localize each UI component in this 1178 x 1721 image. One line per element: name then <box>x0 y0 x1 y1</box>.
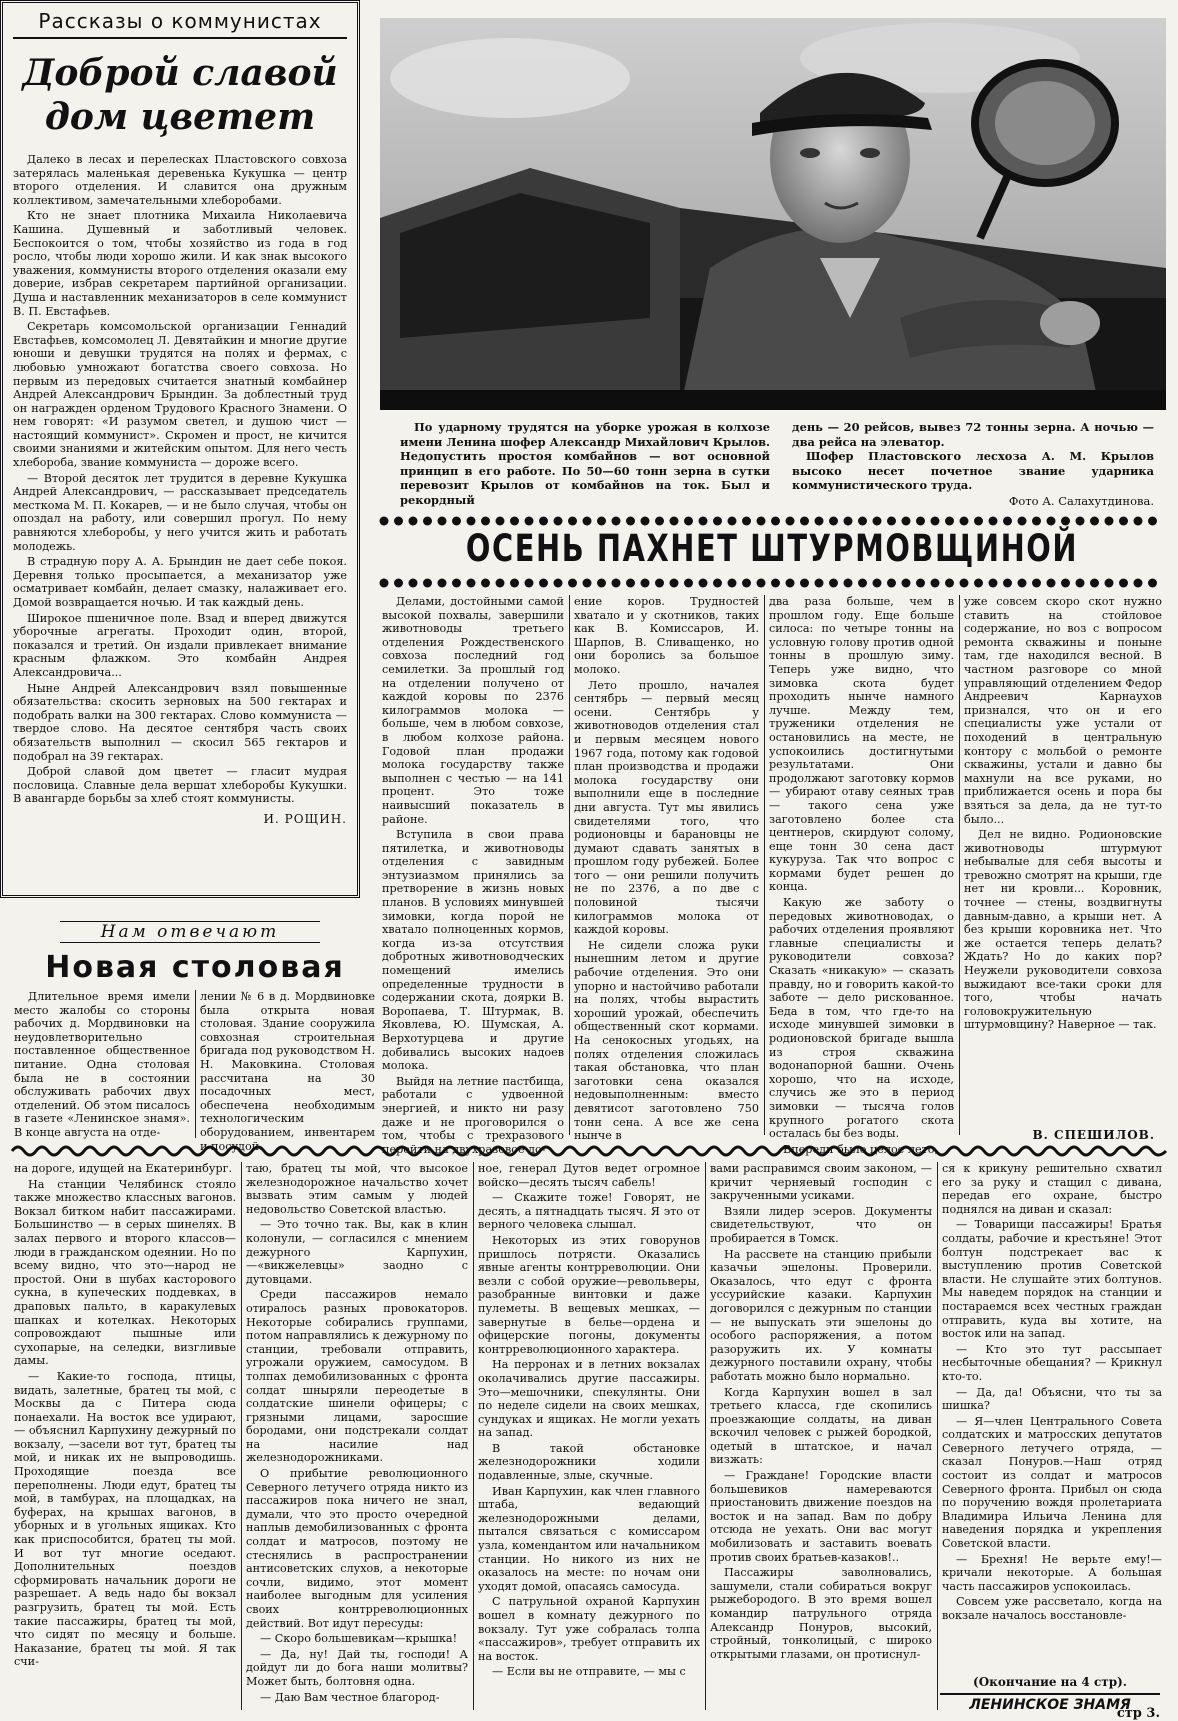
headline-dot <box>496 517 505 526</box>
autumn-paragraph: Впереди было целое лето, <box>783 1142 939 1156</box>
autumn-paragraph: Выйдя на летние пастбища, работали с удвоенной энергией, и никто ни разу даже и не проговорился о том, чтобы с трехразового перейти на двухразовое до- <box>382 1074 564 1156</box>
headline-dot <box>728 579 737 588</box>
serial-paragraph: — Скажите тоже! Говорят, не десять, а пятнадцать тысяч. Я это от верного человека слышал. <box>478 1191 700 1232</box>
headline-dot <box>568 579 577 588</box>
headline-dot <box>902 517 911 526</box>
photo-caption-right <box>792 420 1154 493</box>
column-rule <box>959 595 960 1135</box>
headline-dot <box>1003 517 1012 526</box>
headline-dot <box>945 517 954 526</box>
serial-paragraph: На станции Челябинск стояло также множество классных вагонов. Вокзал битком набит пассажирами. Большинство — в серых шинелях. В залах первого и второго классов—люди в гражданском одеянии. Но по всему видно, что это—народ не простой. Они в шубах касторового сукна, в купеческих поддевках, в драповых пальто, в каракулевых шапках и котелках. Некоторых сопровождают пышные или сухопарые, на селедки, визгливые дамы. <box>14 1177 236 1368</box>
headline-dot <box>800 579 809 588</box>
headline-dot <box>742 517 751 526</box>
photo-illustration <box>380 18 1166 410</box>
autumn-paragraph: ение коров. Трудностей хватало и у скотников, таких как В. Комиссаров, И. Шарпов, В. Сливащенко, но они боролись за большое молоко. <box>574 595 759 676</box>
headline-dot <box>670 579 679 588</box>
headline-dot <box>1047 579 1056 588</box>
serial-paragraph: — Скоро большевикам—крышка! <box>260 1632 458 1646</box>
serial-paragraph: Совсем уже рассветало, когда на вокзале началось восстановле- <box>942 1595 1162 1622</box>
headline-dot <box>1148 517 1157 526</box>
headline-dot <box>771 579 780 588</box>
headline-dot <box>728 517 737 526</box>
headline-dot <box>554 579 563 588</box>
headline-dot <box>583 517 592 526</box>
serial-paragraph: — Даю Вам честное благород- <box>260 1690 440 1704</box>
headline-dot <box>931 579 940 588</box>
headline-dot <box>931 517 940 526</box>
column-rule <box>705 1162 706 1710</box>
serial-paragraph: Взяли лидер эсеров. Документы свидетельствуют, что он пробирается в Томск. <box>710 1204 932 1245</box>
headline-dot <box>626 579 635 588</box>
headline-dot <box>858 517 867 526</box>
autumn-paragraph: два раза больше, чем в прошлом году. Еще больше силоса: по четыре тонны на условную голову против одной тонны в прошлую зиму. Теперь уже видно, что зимовка скота будет проходить нынче намного лучше. Между тем, труженики отделения не остановились на месте, не успокоились достигнутыми результатами. Они продолжают заготовку кормов — убирают отаву сеяных трав — такого сена уже заготовлено более ста центнеров, скирдуют солому, еще тонн 30 сена даст кукуруза. Так что вопрос с кормами будет решен до конца. <box>769 595 954 894</box>
serial-paragraph: — Какие-то господа, птицы, видать, залетные, братец ты мой, с Москвы да с Питера сюда понаехали. На восток все удирают, — объяснил Карпухину дежурный по вокзалу, —засели вот тут, братец ты мой, и никак их не выпроводишь. Проходящие поезда все переполнены. Люди едут, братец ты мой, в тамбурах, на площадках, на буферах, на крышах вагонов, в уборных и в угольных ящиках. Кто как приспособится, братец ты мой. И вот тут многие оседают. Дополнительных поездов сформировать начальник дороги не разрешает. А ведь надо бы вокзал разгрузить, братец ты мой. Есть такие пассажиры, братец ты мой, что сидят по месяцу и больше. Наказание, братец ты мой. Я так счи- <box>14 1369 236 1669</box>
story-box <box>0 0 360 898</box>
autumn-col-3 <box>769 595 954 1156</box>
headline-dot <box>786 579 795 588</box>
headline-dot <box>481 517 490 526</box>
autumn-paragraph: уже совсем скоро скот нужно ставить на стойловое содержание, но воз с вопросом ремонта скважины и поныне там, где находился весной. В частном разговоре со мной управляющий отделением Федор Андреевич Карнаухов признался, что он и его специалисты уже устали от походений в центральную контору с мольбой о ремонте скважины, устали и давно бы махнули на все руками, но приближается осень и пора бы взяться за дела, да не тут-то было... <box>964 595 1162 826</box>
headline-dot <box>655 517 664 526</box>
headline-dot <box>597 517 606 526</box>
headline-dot <box>757 517 766 526</box>
headline-dot <box>612 517 621 526</box>
column-rule <box>764 595 765 1135</box>
headline-dot <box>989 517 998 526</box>
headline-dot <box>1003 579 1012 588</box>
headline-dot <box>1047 517 1056 526</box>
autumn-paragraph: Дел не видно. Родионовские животноводы штурмуют небывалые для себя высоты и тревожно смотрят на крыши, где нет ни кровли... Коровник, точнее — стены, воздвигнуты давным-давно, а крыши нет. А без крыши коровника нет. Что же остается теперь делать? Ждать? Но до каких пор? Неужели руководители совхоза выжидают все-таки сроки для того, чтобы начать головокружительную штурмовщину? Наверное — так. <box>964 828 1162 1032</box>
answer-paragraph: лении № 6 в д. Мордвиновке была открыта новая столовая. Здание сооружила совхозная строительная бригада под руководством Н. Н. Маковкина. Столовая рассчитана на 30 посадочных мест, обеспечена необходимым технологическим оборудованием, инвентарем и посудой. <box>200 990 375 1153</box>
headline-dot <box>916 517 925 526</box>
headline-dot <box>786 517 795 526</box>
headline-dot <box>844 579 853 588</box>
headline-dot <box>1076 517 1085 526</box>
serial-paragraph: на дороге, идущей на Екатеринбург. <box>14 1162 233 1175</box>
headline-dot <box>597 579 606 588</box>
headline-dot <box>394 517 403 526</box>
headline-dot <box>902 579 911 588</box>
headline-dot <box>1119 517 1128 526</box>
headline-dot <box>452 579 461 588</box>
serial-paragraph: Некоторых из этих говорунов пришлось потрясти. Оказались явные агенты контрреволюции. Они везли с собой оружие—револьверы, разобранные винтовки и даже пулеметы. В вещевых мешках, — завернутые в белье—ордена и офицерские погоны, документы контрреволюционного характера. <box>478 1233 700 1356</box>
newspaper-name: ЛЕНИНСКОЕ ЗНАМЯ <box>940 1693 1160 1713</box>
serial-col-5 <box>942 1162 1162 1672</box>
answer-col-1 <box>14 990 190 1140</box>
autumn-paragraph: Какую же заботу о передовых животноводах, о рабочих отделения проявляют главные специалисты и руководители совхоза? Сказать «никакую» — сказать правду, но и говорить какой-то заботе — дело рискованное. Беда в том, что где-то на исходе минувшей зимовки в родионовской бригаде вышла из строя скважина водонапорной башни. Очень хорошо, что на исходе, случись же это в период зимовки — тысяча голов крупного рогатого скота осталась бы без воды. <box>769 896 954 1141</box>
serial-paragraph: ное, генерал Дутов ведет огромное войско—десять тысяч сабель! <box>478 1162 700 1189</box>
headline-dot <box>1134 517 1143 526</box>
autumn-col-1 <box>382 595 564 1156</box>
serial-paragraph: таю, братец ты мой, что высокое железнодорожное начальство хочет вызвать этим самым у людей недовольство Советской властью. <box>246 1162 468 1216</box>
headline-dot <box>684 579 693 588</box>
headline-dot <box>1018 579 1027 588</box>
serial-paragraph: Иван Карпухин, как член главного штаба, ведающий железнодорожными делами, пытался связаться с комиссаром узла, комендантом или начальником станции. Но никого из них не оказалось на месте: по ночам они уходят домой, опасаясь самосуда. <box>478 1484 700 1593</box>
headline-dot <box>1032 579 1041 588</box>
headline-dot <box>510 579 519 588</box>
serial-col-2 <box>246 1162 468 1712</box>
serial-col-3 <box>478 1162 700 1712</box>
headline-dot <box>974 579 983 588</box>
headline-dot <box>626 517 635 526</box>
headline-dot <box>960 517 969 526</box>
serial-paragraph: — Кто это тут рассыпает несбыточные обещания? — Крикнул кто-то. <box>942 1342 1162 1383</box>
headline-dot <box>423 517 432 526</box>
caption-left-text: По ударному трудятся на уборке урожая в колхозе имени Ленина шофер Александр Михайлович Крылов. Недопустить простоя комбайнов — вот основной принцип в его работе. По 50—60 тонн зерна в сутки перевозит Крылов от комбайнов на ток. Был и рекордный <box>400 420 770 507</box>
serial-paragraph: В такой обстановке железнодорожники ходили подавленные, злые, скучные. <box>478 1441 700 1483</box>
autumn-paragraph: Не сидели сложа руки нынешним летом и другие рабочие отделения. Это они упорно и настойчиво работали на полях, чтобы вырастить хороший урожай, обеспечить общественный скот кормами. На сенокосных угодьях, на полях отделения сложилась такая обстановка, что план заготовки сена оказался недовыполненным: вместо девятисот заготовлено 750 тонн сена. А все же сена нынче в <box>574 938 759 1143</box>
headline-dot <box>409 579 418 588</box>
headline-dot <box>641 579 650 588</box>
column-rule <box>473 1162 474 1710</box>
page-number: стр 3. <box>1116 1706 1160 1721</box>
headline-dot <box>1105 517 1114 526</box>
headline-dot <box>742 579 751 588</box>
headline-dot <box>1119 579 1128 588</box>
photo-caption-left <box>400 420 770 507</box>
story-body <box>13 153 347 806</box>
headline-dot <box>887 517 896 526</box>
column-rule <box>195 990 196 1138</box>
serial-paragraph: Среди пассажиров немало отиралось разных провокаторов. Некоторые собирались группами, потом направлялись к дежурному по станции, требовали отправить, угрожали оружием, самосудом. В толпах демобилизованных с фронта солдат шныряли переодетые в солдатские шинели офицеры; с грязными лицами, заросшие бородами, они подстрекали солдат на насилие над железнодорожниками. <box>246 1288 468 1465</box>
autumn-col-4 <box>964 595 1162 1135</box>
headline-dot <box>1061 579 1070 588</box>
serial-paragraph: — Граждане! Городские власти большевиков намереваются приостановить движение поездов на восток и на запад. Вам по добру отсюда не уехать. Они вас могут мобилизовать и заставить воевать против своих братьев-казаков!.. <box>710 1469 932 1564</box>
story-title-line1: Доброй славой <box>22 52 338 94</box>
headline-dot <box>844 517 853 526</box>
headline-dot <box>1076 579 1085 588</box>
headline-dot <box>945 579 954 588</box>
headline-dot <box>641 517 650 526</box>
answer-rubric: Нам отвечают <box>60 921 320 943</box>
headline-dot <box>1090 517 1099 526</box>
headline-dot <box>394 579 403 588</box>
story-paragraph: — Второй десяток лет трудится в деревне Кукушка Андрей Александрович, — рассказывает председатель месткома М. П. Кокарев, — и не было случая, чтобы он опоздал на работу, или совершил прогул. По нему равняются хлеборобы, у него учится жить и работать молодежь. <box>13 471 347 553</box>
serial-paragraph: — Товарищи пассажиры! Братья солдаты, рабочие и крестьяне! Этот болтун подстрекает вас к выступлению против Советской власти. Не слушайте этих болтунов. Мы наведем порядок на станции и постараемся всех честных граждан отправить, куда вы хотите, на восток или на запад. <box>942 1218 1162 1341</box>
headline-dot <box>525 579 534 588</box>
serial-paragraph: О прибытие революционного Северного летучего отряда никто из пассажиров пока ничего не знал, думали, что это просто очередной наплыв демобилизованных с фронта солдат и матросов, поэтому не стеснялись в распространении антисоветских слухов, а некоторые сочли, видимо, этот момент наиболее выгодным для усиления своих контрреволюционных действий. Вот идут пересуды: <box>246 1467 468 1630</box>
story-paragraph: Кто не знает плотника Михаила Николаевича Кашина. Душевный и заботливый человек. Беспокоится о том, чтобы хозяйство из года в год росло, чтобы люди хорошо жили. И как знак высокого уважения, коммунисты второго отделения оказали ему доверие, избрав секретарем партийной организации. Душа и наставленник механизаторов в селе коммунист В. П. Евстафьев. <box>13 209 347 318</box>
headline-dot <box>829 517 838 526</box>
column-rule <box>937 1162 938 1710</box>
story-author: И. РОЩИН. <box>263 811 347 826</box>
headline-dot <box>887 579 896 588</box>
wavy-divider <box>12 1143 1166 1159</box>
headline-dot <box>510 517 519 526</box>
headline-dot <box>771 517 780 526</box>
story-paragraph: Далеко в лесах и перелесках Пластовского совхоза затерялась маленькая деревенька Кукушка — центр второго отделения. И славится она дружным коллективом, замечательными хлеборобами. <box>13 153 347 207</box>
photo-credit: Фото А. Салахутдинова. <box>1008 494 1154 508</box>
headline-dot <box>858 579 867 588</box>
autumn-paragraph: Вступила в свои права пятилетка, и животноводы отделения с завидным энтузиазмом принялись за претворение в жизнь новых планов. В условиях минувшей зимовки, когда порой не хватало полноценных кормов, когда из-за отсутствия добротных животноводческих помещений имелись определенные трудности в содержании скота, доярки В. Воропаева, Т. Штурмак, В. Яковлева, Ю. Шумская, А. Верхотурцева и другие добивались высоких надоев молока. <box>382 828 564 1073</box>
headline-dot <box>800 517 809 526</box>
headline-dot <box>989 579 998 588</box>
answer-col-2 <box>200 990 375 1153</box>
headline-dot <box>409 517 418 526</box>
main-headline: ОСЕНЬ ПАХНЕТ ШТУРМОВЩИНОЙ <box>465 527 1079 570</box>
headline-dot <box>438 579 447 588</box>
headline-dot <box>1090 579 1099 588</box>
headline-dot <box>873 579 882 588</box>
headline-dot <box>467 517 476 526</box>
story-paragraph: Широкое пшеничное поле. Взад и вперед движутся уборочные агрегаты. Проходит один, второй, показался и третий. Он издали привлекает внимание красным флажком. Это комбайн Андрея Александровича... <box>13 611 347 679</box>
serial-paragraph: На перронах и в летних вокзалах околачивались другие пассажиры. Это—мешочники, спекулянты. Они по неделе сидели на своих мешках, сундуках и ящиках. Не могли уехать на запад. <box>478 1358 700 1440</box>
serial-paragraph: — Я—член Центрального Совета солдатских и матросских депутатов Северного летучего отряда, —сказал Понуров.—Наш отряд состоит из солдат и матросов Северного фронта. Прибыл он сюда по поручению вождя пролетариата Владимира Ильича Ленина для наведения порядка и укрепления Советской власти. <box>942 1414 1162 1551</box>
headline-dot <box>873 517 882 526</box>
story-paragraph: Доброй славой дом цветет — гласит мудрая пословица. Славные дела вершат хлеборобы Кукушки. В авангарде борьбы за хлеб стоят коммунисты. <box>13 765 347 806</box>
headline-dot <box>423 579 432 588</box>
headline-dot <box>496 579 505 588</box>
serial-paragraph: ся к крикуну решительно схватил его за руку и стащил с дивана, передав его охране, быстро поднялся на диван и сказал: <box>942 1162 1162 1216</box>
headline-dot <box>539 579 548 588</box>
serial-paragraph: — Да, ну! Дай ты, господи! А дойдут ли до бога наши молитвы? Может быть, болтовня одна. <box>246 1647 468 1688</box>
headline-dot <box>699 517 708 526</box>
story-title-line2: дом цветет <box>44 96 316 138</box>
serial-paragraph: На рассвете на станцию прибыли казачьи эшелоны. Проверили. Оказалось, что едут с фронта уссурийские казаки. Карпухин договорился с дежурным по станции — не выпускать эти эшелоны до особого распоряжения, а потом разоружить их. У комнаты дежурного поставили охрану, чтобы работать можно было нормально. <box>710 1247 932 1383</box>
headline-dot <box>655 579 664 588</box>
story-paragraph: Секретарь комсомольской организации Геннадий Евстафьев, комсомолец Л. Девятайкин и многие другие юноши и девушки трудятся на полях и фермах, с любовью умножают богатства своего совхоза. Но первым из передовых считается знатный комбайнер Андрей Александрович Брындин. За доблестный труд он награжден орденом Трудового Красного Знамени. О нем говорят: «И разумом светел, и душою чист — настоящий коммунист». Скромен и прост, не кичится своими знаниями и житейским опытом. Для него честь хлебороба, звание коммуниста — дороже всего. <box>13 320 347 470</box>
headline-dots-bottom <box>378 576 1166 590</box>
serial-paragraph: — Да, да! Объясни, что ты за шишка? <box>942 1385 1162 1413</box>
headline-dot <box>713 517 722 526</box>
continuation-note: (Окончание на 4 стр). <box>973 1675 1127 1689</box>
headline-dot <box>829 579 838 588</box>
serial-col-1 <box>14 1162 236 1712</box>
headline-dot <box>757 579 766 588</box>
headline-dot <box>467 579 476 588</box>
headline-dot <box>815 579 824 588</box>
story-title <box>13 51 347 139</box>
headline-dot <box>684 517 693 526</box>
story-paragraph: Ныне Андрей Александрович взял повышенные обязательства: скосить зерновых на 500 гектарах и подобрать валки на 300 гектарах. Слово коммуниста — твердое слово. На десятое сентября часть своих обязательств выполнил — скосил 565 гектаров и подобрал на 39 гектарах. <box>13 681 347 763</box>
headline-dot <box>670 517 679 526</box>
serial-paragraph: — Это точно так. Вы, как в клин колонули, — согласился с мнением дежурного Карпухин,—«викжелевцы» заодно с дутовцами. <box>246 1218 468 1286</box>
column-rule <box>569 595 570 1135</box>
answer-title: Новая столовая <box>45 950 345 985</box>
serial-paragraph: Когда Карпухин вошел в зал третьего класса, где скопились проезжающие солдаты, на диван вскочил человек с рыжей бородкой, одетый в штатское, и начал визжать: <box>710 1385 932 1467</box>
story-paragraph: В страдную пору А. А. Брындин не дает себе покоя. Деревня только просыпается, а механизатор уже осматривает комбайн, делает смазку, налаживает его. Домой возвращается ночью. И так каждый день. <box>13 555 347 609</box>
headline-dot <box>699 579 708 588</box>
autumn-paragraph: Лето прошло, началея сентябрь — первый месяц осени. Сентябрь у животноводов отделения стал и первым месяцем нового 1967 года, потому как годовой план производства и продажи молока государству они выполнили еще в последние дни августа. Тут мы явились свидетелями того, что родионовцы и барановцы не думают сдавать занятых в прошлом году рубежей. Более того — они решили получить не по 2376, а по две с половиной тысячи килограммов молока от каждой коровы. <box>574 678 759 937</box>
headline-dot <box>612 579 621 588</box>
headline-dot <box>1018 517 1027 526</box>
headline-dot <box>1148 579 1157 588</box>
caption-right-text-1: день — 20 рейсов, вывез 72 тонны зерна. А ночью — два рейса на элеватор. <box>792 420 1154 449</box>
headline-dot <box>1061 517 1070 526</box>
headline-dot <box>713 579 722 588</box>
autumn-col-2 <box>574 595 759 1143</box>
headline-dot <box>1105 579 1114 588</box>
headline-dot <box>452 517 461 526</box>
headline-dot <box>568 517 577 526</box>
story-rubric: Рассказы о коммунистах <box>13 9 347 39</box>
headline-dot <box>916 579 925 588</box>
headline-dot <box>1134 579 1143 588</box>
headline-dot <box>815 517 824 526</box>
headline-dot <box>380 579 389 588</box>
autumn-author: В. СПЕШИЛОВ. <box>1032 1128 1155 1142</box>
headline-dot <box>974 517 983 526</box>
headline-dot <box>438 517 447 526</box>
headline-dots-top <box>378 514 1166 528</box>
serial-paragraph: — Брехня! Не верьте ему!—кричали некоторые. А большая часть пассажиров успокоилась. <box>942 1552 1162 1593</box>
serial-paragraph: Пассажиры заволновались, зашумели, стали собираться вокруг рыжебородого. В это время вошел командир патрульного отряда Александр Понуров, высокий, стройный, тонколицый, с широко открытыми глазами, он протиснул- <box>710 1566 932 1661</box>
headline-dot <box>481 579 490 588</box>
headline-dot <box>554 517 563 526</box>
autumn-paragraph: Делами, достойными самой высокой похвалы, завершили животноводы третьего отделения Рождественского совхоза последний год семилетки. За прошлый год на отделении получено от каждой коровы по 2376 килограммов молока — больше, чем в любом совхозе, в любом колхозе района. Годовой план продажи молока государству также выполнен с честью — на 141 процент. Это тоже наивысший показатель в районе. <box>382 595 564 826</box>
serial-paragraph: С патрульной охраной Карпухин вошел в комнату дежурного по вокзалу. Тут уже собралась толпа «пассажиров», требует отправить их на восток. <box>478 1595 700 1663</box>
answer-paragraph: Длительное время имели место жалобы со стороны рабочих д. Мордвиновки на неудовлетворительно поставленное общественное питание. Одна столовая была не в состоянии обслуживать рабочих двух отделений. Об этом писалось в газете «Ленинское знамя». В конце августа на отде- <box>14 990 190 1139</box>
serial-col-4 <box>710 1162 932 1712</box>
headline-dot <box>583 579 592 588</box>
headline-dot <box>539 517 548 526</box>
headline-dot <box>525 517 534 526</box>
headline-dot <box>1032 517 1041 526</box>
serial-paragraph: вами расправимся своим законом, — кричит черняевый господин с закрученными усиками. <box>710 1162 932 1203</box>
photo-driver-truck <box>380 18 1166 410</box>
headline-dot <box>960 579 969 588</box>
caption-right-text-2: Шофер Пластовского лесхоза А. М. Крылов высоко несет почетное звание ударника коммунистического труда. <box>792 449 1154 492</box>
serial-paragraph: — Если вы не отправите, — мы с <box>492 1665 686 1679</box>
headline-dot <box>380 517 389 526</box>
column-rule <box>241 1162 242 1710</box>
